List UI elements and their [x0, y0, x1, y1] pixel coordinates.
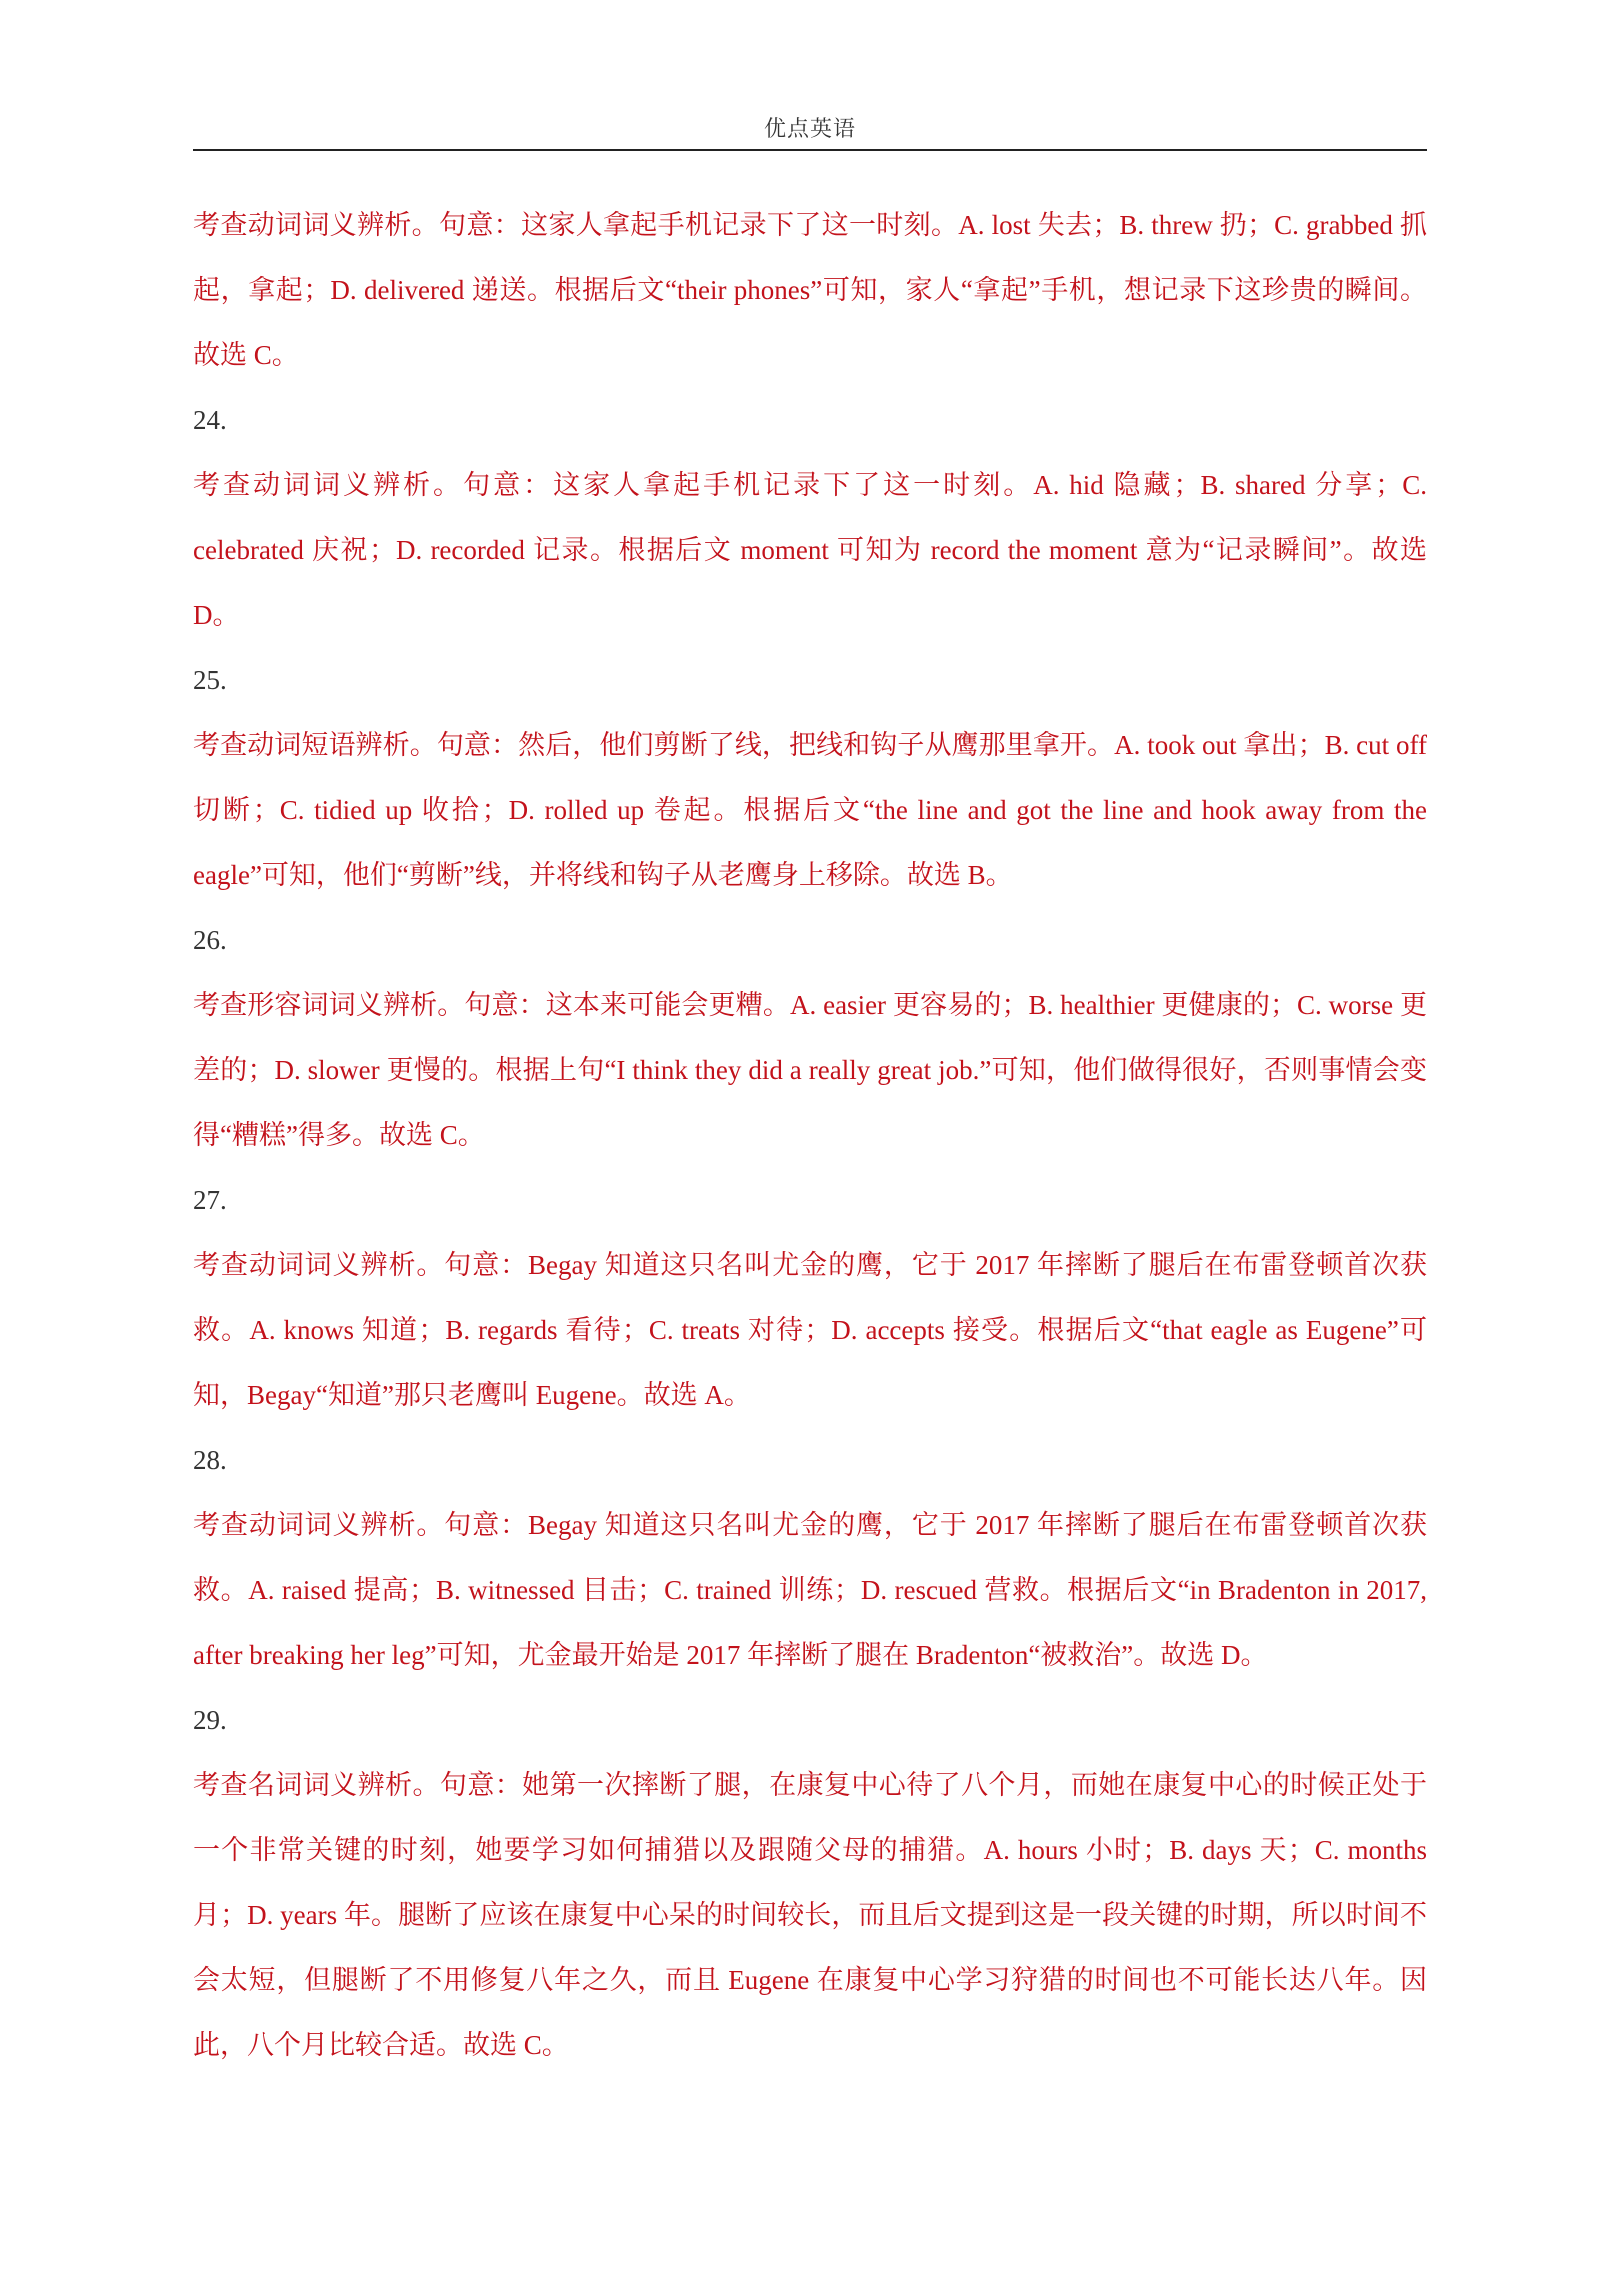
question-number: 28.: [193, 1445, 227, 1475]
explanation-text: 考查动词词义辨析。句意：Begay 知道这只名叫尤金的鹰，它于 2017 年摔断了腿后在布雷登顿首次获救。A. knows 知道；B. regards 看待；C. treats 对待；D. accepts 接受。根据后文“that eagle as Eugene”可知，Begay“知道”那只老鹰叫 Eugene。故选 A。: [193, 1250, 1427, 1410]
header-divider: [193, 149, 1427, 151]
explanation-block-25: [193, 648, 1427, 908]
explanation-text: 考查动词词义辨析。句意：这家人拿起手机记录下了这一时刻。A. hid 隐藏；B. shared 分享；C. celebrated 庆祝；D. recorded 记录。根据后文 moment 可知为 record the moment 意为“记录瞬间”。故选 D。: [193, 470, 1427, 630]
explanation-block-24: [193, 388, 1427, 648]
answer-explanations: [193, 193, 1427, 2078]
explanation-block-29: [193, 1688, 1427, 2078]
question-number: 25.: [193, 665, 227, 695]
explanation-text: 考查名词词义辨析。句意：她第一次摔断了腿，在康复中心待了八个月，而她在康复中心的时候正处于一个非常关键的时刻，她要学习如何捕猎以及跟随父母的捕猎。A. hours 小时；B. days 天；C. months 月；D. years 年。腿断了应该在康复中心呆的时间较长，而且后文提到这是一段关键的时期，所以时间不会太短，但腿断了不用修复八年之久，而且 Eugene 在康复中心学习狩猎的时间也不可能长达八年。因此，八个月比较合适。故选 C。: [193, 1770, 1427, 2060]
explanation-block-23-continued: [193, 193, 1427, 388]
explanation-block-28: [193, 1428, 1427, 1688]
explanation-text: 考查形容词词义辨析。句意：这本来可能会更糟。A. easier 更容易的；B. healthier 更健康的；C. worse 更差的；D. slower 更慢的。根据上句“I think they did a really great job.”可知，他们做得很好，否则事情会变得“糟糕”得多。故选 C。: [193, 990, 1427, 1150]
explanation-text: 考查动词短语辨析。句意：然后，他们剪断了线，把线和钩子从鹰那里拿开。A. took out 拿出；B. cut off 切断；C. tidied up 收拾；D. rolled up 卷起。根据后文“the line and got the line and hook away from the eagle”可知，他们“剪断”线，并将线和钩子从老鹰身上移除。故选 B。: [193, 730, 1427, 890]
question-number: 24.: [193, 405, 227, 435]
page-header-title: 优点英语: [763, 117, 856, 142]
question-number: 26.: [193, 925, 227, 955]
explanation-text: 考查动词词义辨析。句意：Begay 知道这只名叫尤金的鹰，它于 2017 年摔断了腿后在布雷登顿首次获救。A. raised 提高；B. witnessed 目击；C. trained 训练；D. rescued 营救。根据后文“in Bradenton in 2017, after breaking her leg”可知，尤金最开始是 2017 年摔断了腿在 Bradenton“被救治”。故选 D。: [193, 1510, 1427, 1670]
explanation-block-27: [193, 1168, 1427, 1428]
explanation-block-26: [193, 908, 1427, 1168]
explanation-text: 考查动词词义辨析。句意：这家人拿起手机记录下了这一时刻。A. lost 失去；B. threw 扔；C. grabbed 抓起，拿起；D. delivered 递送。根据后文“their phones”可知，家人“拿起”手机，想记录下这珍贵的瞬间。故选 C。: [193, 210, 1427, 370]
question-number: 29.: [193, 1705, 227, 1735]
question-number: 27.: [193, 1185, 227, 1215]
